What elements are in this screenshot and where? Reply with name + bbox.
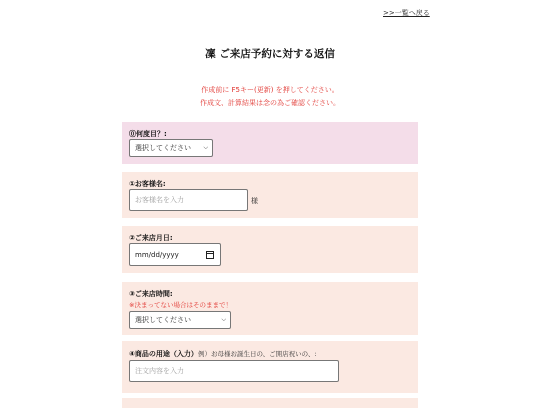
visit-time-section bbox=[122, 282, 418, 335]
notice-refresh: 作成前に F5キー(更新) を押してください。 bbox=[201, 86, 339, 94]
back-to-list-link[interactable]: >>一覧へ戻る bbox=[383, 9, 430, 17]
chevron-down-icon: ⌵ bbox=[221, 316, 226, 323]
visit-time-select-value: 選択してください bbox=[135, 316, 191, 324]
visit-count-section bbox=[122, 122, 418, 164]
product-usage-label bbox=[129, 349, 317, 359]
product-usage-input[interactable] bbox=[129, 360, 339, 382]
page-title: 凜 ご来店予約に対する返信 bbox=[205, 48, 335, 60]
visit-date-label: ②ご来店月日: bbox=[129, 234, 173, 242]
product-usage-section bbox=[122, 341, 418, 393]
visit-count-select-value: 選択してください bbox=[135, 144, 191, 152]
chevron-down-icon: ⌵ bbox=[203, 144, 208, 151]
customer-name-label: ①お客様名: bbox=[129, 180, 166, 188]
visit-count-label: ⓪何度目？: bbox=[129, 130, 167, 138]
visit-date-value: mm/dd/yyyy bbox=[135, 250, 179, 259]
customer-name-section bbox=[122, 172, 418, 218]
customer-name-input[interactable] bbox=[129, 189, 248, 211]
next-section-partial bbox=[122, 398, 418, 408]
visit-count-select[interactable] bbox=[129, 139, 213, 157]
product-usage-example: 例）お母様お誕生日の、ご開店祝いの、: bbox=[197, 350, 317, 358]
notice-verify: 作成文、計算結果は念の為ご確認ください。 bbox=[200, 99, 340, 107]
visit-date-section bbox=[122, 226, 418, 273]
product-usage-label-text: ④商品の用途（入力） bbox=[129, 350, 198, 358]
customer-name-placeholder: お客様名を入力 bbox=[135, 196, 184, 204]
product-usage-placeholder: 注文内容を入力 bbox=[135, 367, 184, 375]
visit-time-label: ③ご来店時間: bbox=[129, 290, 173, 298]
calendar-icon[interactable] bbox=[206, 251, 214, 259]
visit-time-note: ※決まってない場合はそのままで！ bbox=[129, 301, 232, 309]
honorific-suffix: 様 bbox=[251, 197, 258, 205]
visit-time-select[interactable] bbox=[129, 311, 231, 329]
visit-date-input[interactable] bbox=[129, 243, 221, 266]
